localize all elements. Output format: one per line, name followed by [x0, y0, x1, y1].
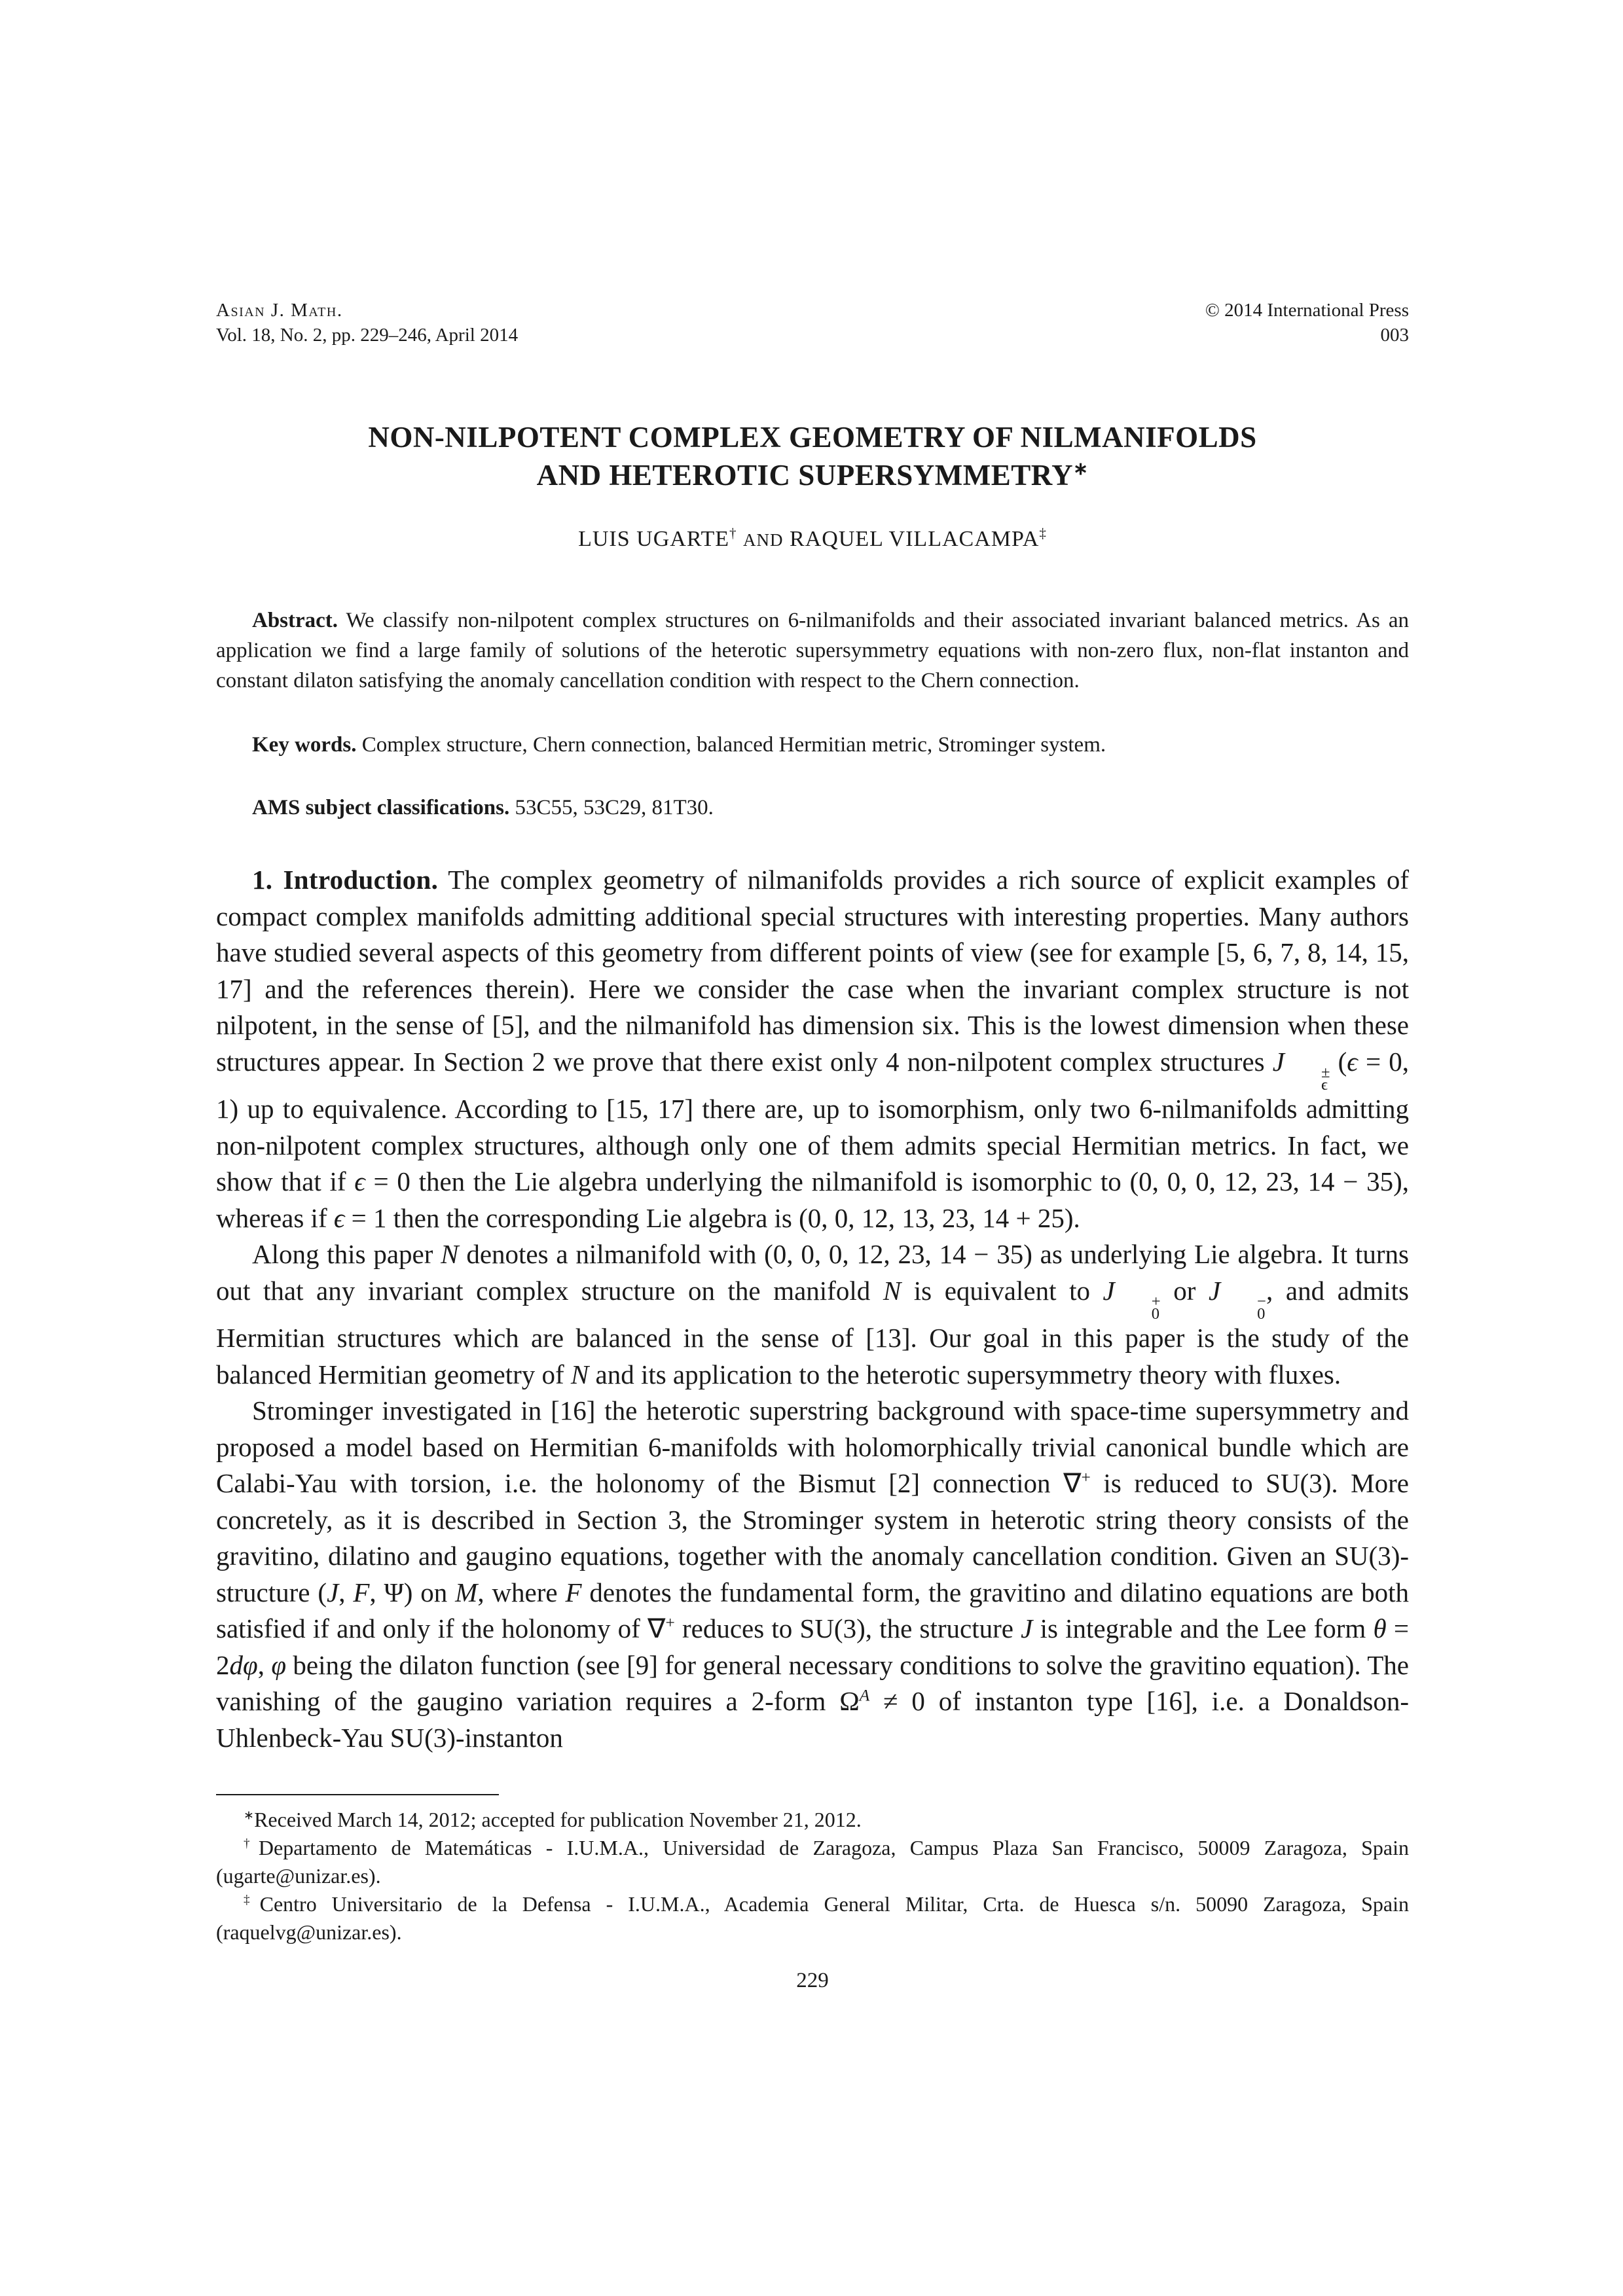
intro-paragraph-2: Along this paper N denotes a nilmanifold with (0, 0, 0, 12, 23, 14 − 35) as underlying Lie algebra. It turns out that any invariant complex structure on the manifold N is equivalent to J + 0 or J − 0 , and admits Hermitian structures which are balanced in the sense of [13]. Our goal in this paper is the study of the balanced Hermitian geometry of N and its application to the heterotic supersymmetry theory with fluxes. [216, 1239, 1409, 1390]
page-number: 229 [796, 1969, 829, 1993]
page-content [216, 298, 1409, 1993]
journal-name: Asian J. Math. [216, 300, 343, 321]
intro-paragraph-3: Strominger investigated in [16] the heterotic superstring background with space-time supersymmetry and proposed a model based on Hermitian 6-manifolds with holomorphically trivial canonical bundle which are Calabi-Yau with torsion, i.e. the holonomy of the Bismut [2] connection ∇+ is reduced to SU(3). More concretely, as it is described in Section 3, the Strominger system in heterotic string theory consists of the gravitino, dilatino and gaugino equations, together with the anomaly cancellation condition. Given an SU(3)-structure (J, F, Ψ) on M, where F denotes the fundamental form, the gravitino and dilatino equations are both satisfied if and only if the holonomy of ∇+ reduces to SU(3), the structure J is integrable and the Lee form θ = 2dφ, φ being the dilaton function (see [9] for general necessary conditions to solve the gravitino equation). The vanishing of the gaugino variation requires a 2-form $\Omega^A \ne 0$ of instanton type [16], i.e. a Donaldson-Uhlenbeck-Yau SU(3)-instanton [216, 1395, 1410, 1753]
section-1-heading: 1. Introduction. [252, 865, 439, 895]
paper-title-line2: AND HETEROTIC SUPERSYMMETRY∗ [536, 459, 1089, 492]
footnote-rule [216, 1794, 499, 1795]
journal-volume-line: Vol. 18, No. 2, pp. 229–246, April 2014 [216, 325, 519, 346]
authors-line: LUIS UGARTE† AND RAQUEL VILLACAMPA‡ [578, 525, 1047, 551]
footnotes-block [216, 1794, 1409, 1946]
abstract-text: We classify non-nilpotent complex structures on 6-nilmanifolds and their associated invariant balanced metrics. As an application we find a large family of solutions of the heterotic supersymmetry equations with non-zero flux, non-flat instanton and constant dilaton satisfying the anomaly cancellation condition with respect to the Chern connection. [216, 609, 1409, 692]
ams-label: AMS subject classifications. [252, 796, 510, 819]
journal-header-right [1205, 298, 1409, 348]
journal-article-number: 003 [1380, 325, 1409, 346]
ams-classifications [216, 793, 1409, 823]
intro-paragraph-1-text: The complex geometry of nilmanifolds provides a rich source of explicit examples of compact complex manifolds admitting additional special structures with interesting properties. Many authors have studied several aspects of this geometry from different points of view (see for example [5, 6, 7, 8, 14, 15, 17] and the references therein). Here we consider the case when the invariant complex structure is not nilpotent, in the sense of [5], and the nilmanifold has dimension six. This is the lowest dimension when these structures appear. In Section 2 we prove that there exist only 4 non-nilpotent complex structures J ± ϵ (ϵ = 0, 1) up to equivalence. According to [15, 17] there are, up to isomorphism, only two 6-nilmanifolds admitting non-nilpotent complex structures, although only one of them admits special Hermitian metrics. In fact, we show that if ϵ = 0 then the Lie algebra underlying the nilmanifold is isomorphic to (0, 0, 0, 12, 23, 14 − 35), whereas if ϵ = 1 then the corresponding Lie algebra is (0, 0, 12, 13, 23, 14 + 25). [216, 865, 1410, 1233]
keywords [216, 730, 1409, 760]
keywords-text: Complex structure, Chern connection, balanced Hermitian metric, Strominger system. [356, 733, 1106, 757]
journal-copyright: © 2014 International Press [1205, 300, 1409, 321]
footnote-received: ∗Received March 14, 2012; accepted for publication November 21, 2012. [244, 1808, 862, 1832]
introduction-section [216, 862, 1409, 1756]
abstract-label: Abstract. [252, 609, 338, 632]
paper-title [216, 418, 1409, 494]
footnote-affiliation-1: †Departamento de Matemáticas - I.U.M.A., Universidad de Zaragoza, Campus Plaza San Francisco, 50009 Zaragoza, Spain (ugarte@unizar.es). [216, 1836, 1410, 1888]
ams-text: 53C55, 53C29, 81T30. [509, 796, 714, 819]
abstract [216, 605, 1409, 696]
paper-title-line1: NON-NILPOTENT COMPLEX GEOMETRY OF NILMANIFOLDS [368, 421, 1257, 454]
journal-header [216, 298, 1409, 348]
intro-paragraph-1 [216, 862, 1409, 1236]
footnote-affiliation-2: ‡Centro Universitario de la Defensa - I.U.M.A., Academia General Militar, Crta. de Huesca s/n. 50090 Zaragoza, Spain (raquelvg@unizar.es). [216, 1892, 1410, 1945]
keywords-label: Key words. [252, 733, 357, 757]
journal-header-left [216, 298, 518, 348]
